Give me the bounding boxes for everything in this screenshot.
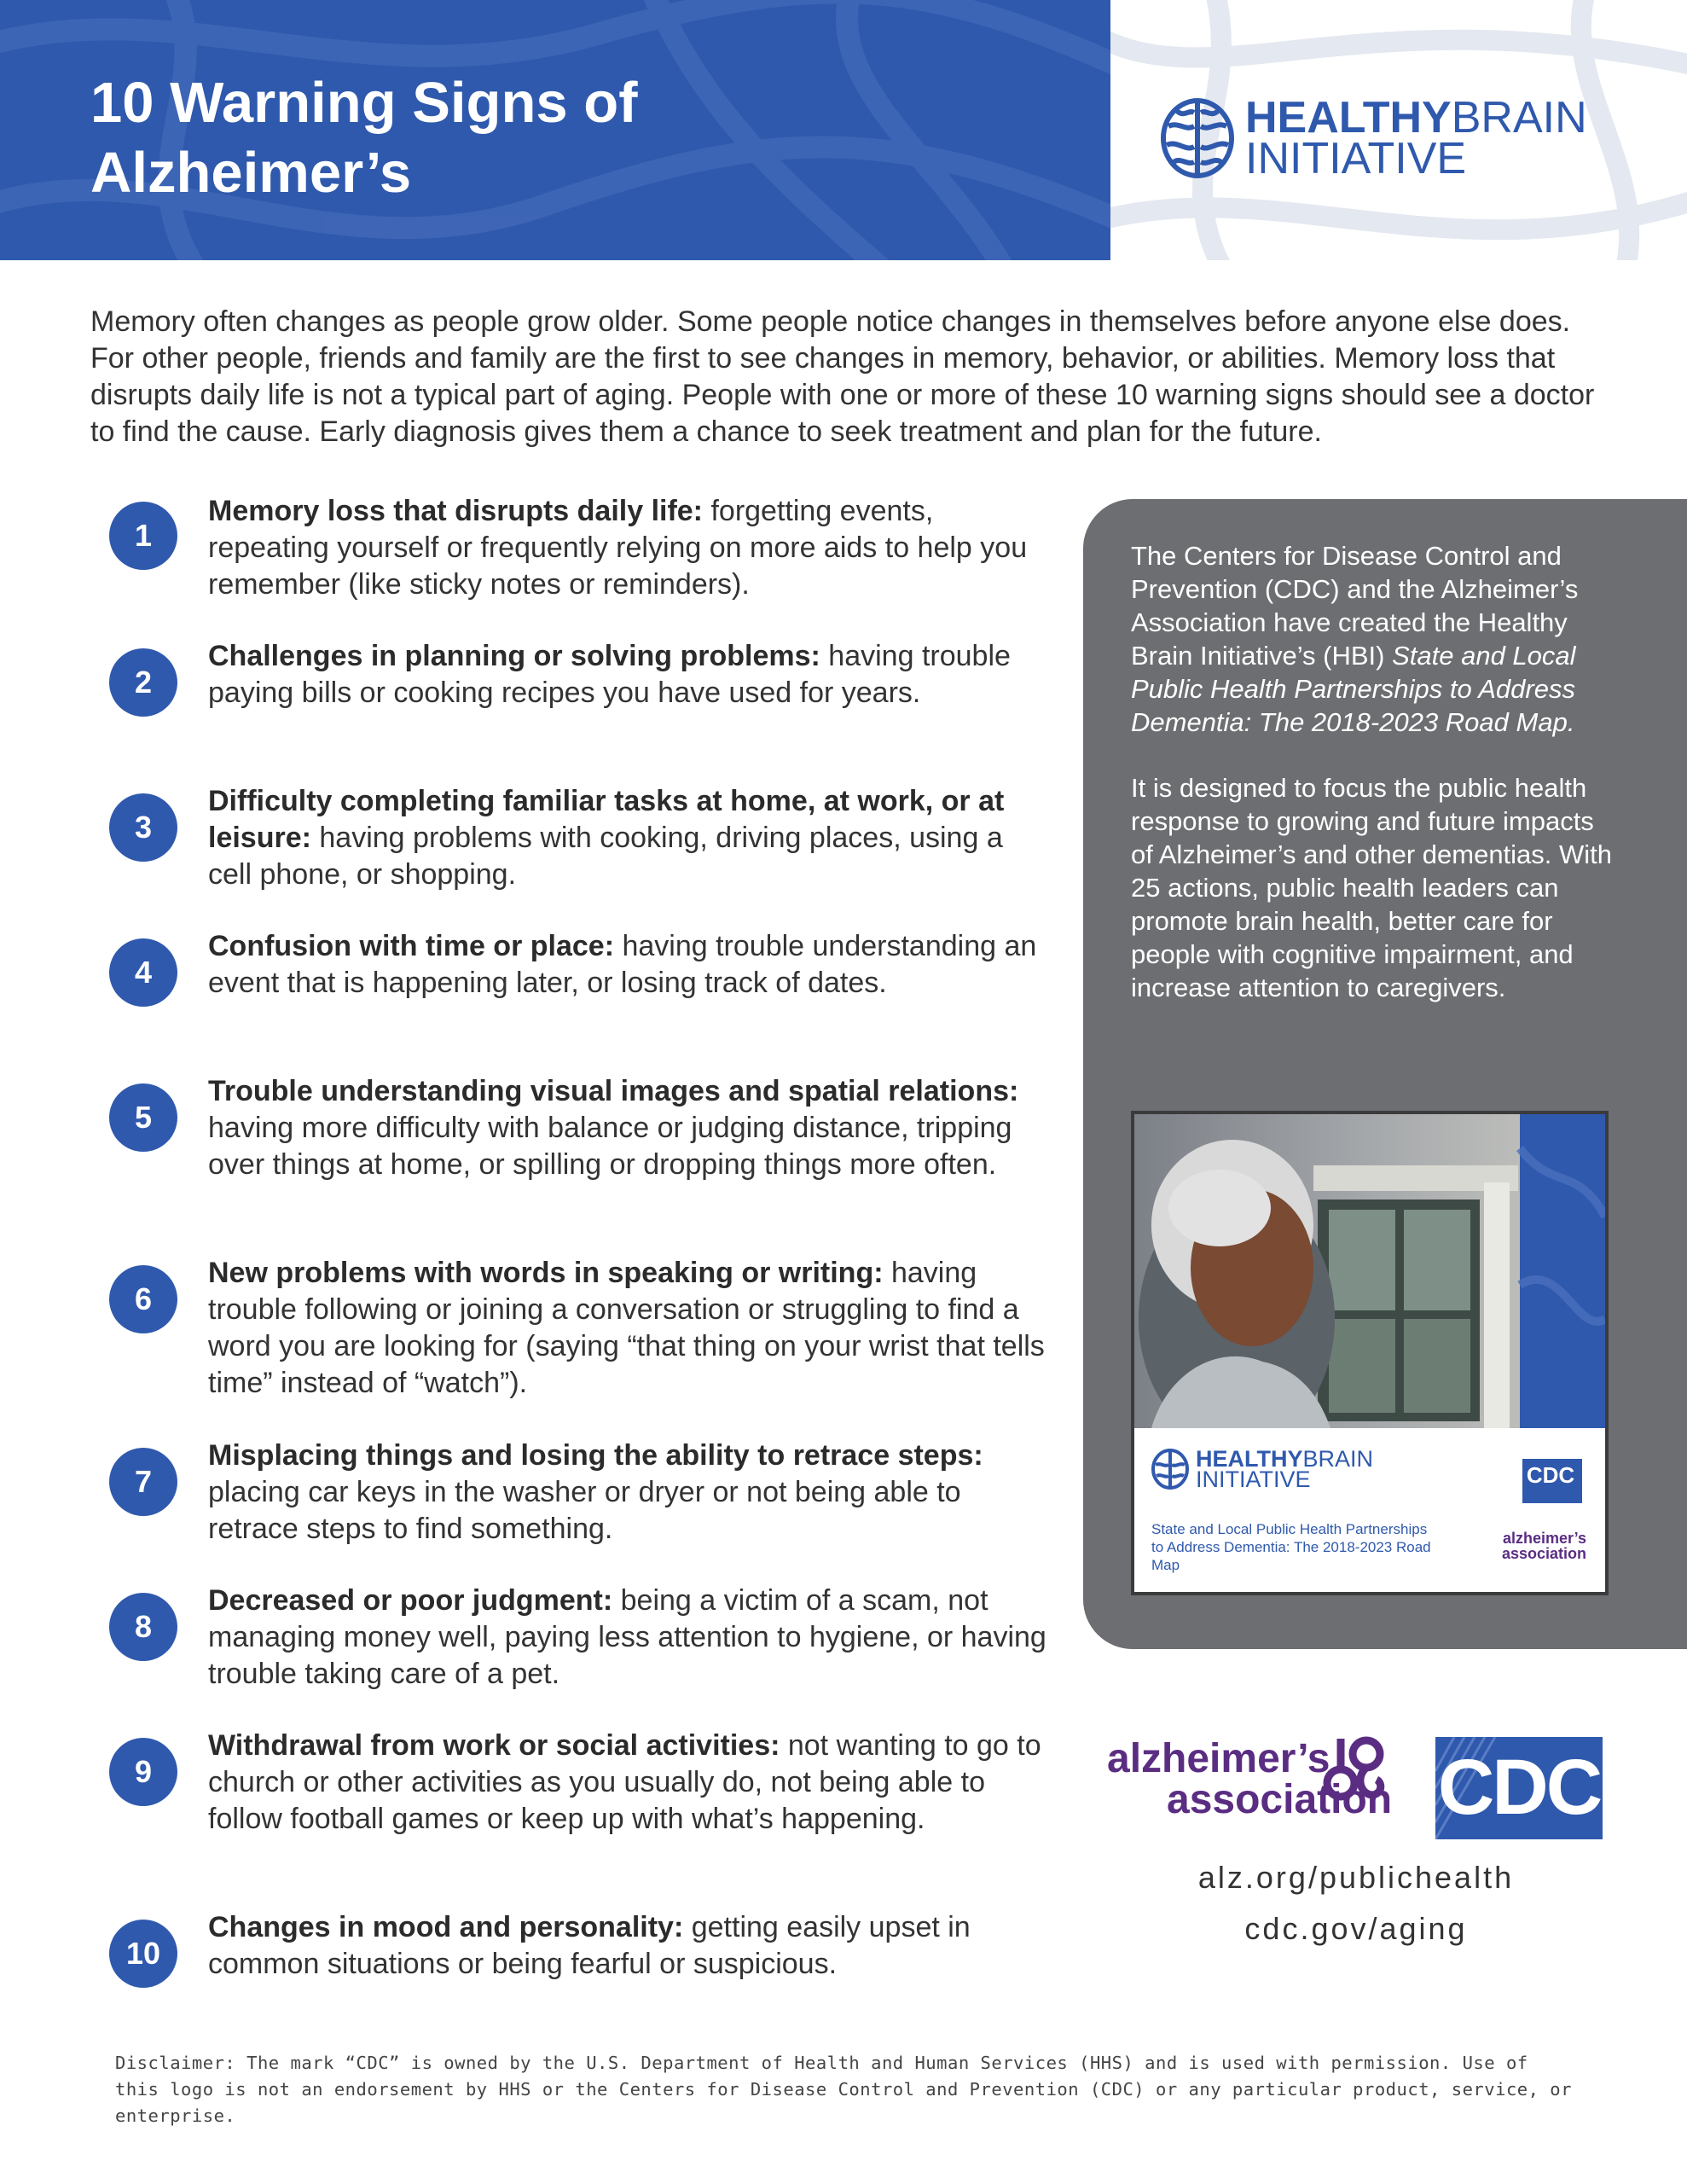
panel-paragraph-1: The Centers for Disease Control and Prevention (CDC) and the Alzheimer’s Association have created the Healthy Brain Initiative’s (HBI) State and Local Public Health Partnerships to Address Dementia: The 2018-2023 Road Map. xyxy=(1131,541,1579,737)
sign-number-badge: 3 xyxy=(109,793,177,862)
alz-symbol-icon xyxy=(1322,1734,1390,1810)
sign-text: Decreased or poor judgment: being a victim of a scam, not managing money well, paying less attention to hygiene, or having trouble taking care of a pet. xyxy=(208,1584,1046,1690)
sign-text: Misplacing things and losing the ability to retrace steps: placing car keys in the washer or dryer or not being able to retrace steps to find something. xyxy=(208,1439,983,1545)
sign-text: Withdrawal from work or social activities: not wanting to go to church or other activities as you usually do, not being able to follow football games or keep up with what’s happening. xyxy=(208,1729,1041,1835)
road-map-cover-image xyxy=(1131,1111,1609,1595)
cdc-logo-text: CDC xyxy=(1437,1744,1601,1831)
sign-text: Difficulty completing familiar tasks at home, at work, or at leisure: having problems with cooking, driving places, using a cell phone, or shopping. xyxy=(208,785,1005,891)
sign-number-badge: 10 xyxy=(109,1920,177,1988)
cover-bottom xyxy=(1134,1428,1605,1595)
sign-number-badge: 6 xyxy=(109,1265,177,1333)
sign-number-badge: 7 xyxy=(109,1448,177,1516)
alzheimers-association-logo xyxy=(1107,1734,1397,1836)
sign-text: Changes in mood and personality: getting easily upset in common situations or being fearful or suspicious. xyxy=(208,1911,971,1980)
cover-logo-line1: HEALTHYBRAIN xyxy=(1196,1446,1374,1472)
brain-icon xyxy=(1160,96,1235,181)
sign-text: Confusion with time or place: having trouble understanding an event that is happening later, or losing track of dates. xyxy=(208,930,1037,999)
cdc-logo xyxy=(1435,1737,1603,1839)
brain-icon xyxy=(1151,1447,1189,1491)
alz-logo-word1: alzheimer’s xyxy=(1107,1736,1330,1781)
sign-text: New problems with words in speaking or writing: having trouble following or joining a conversation or struggling to find a word you are looking for (saying “that thing on your wrist that tells time” instead of “watch”). xyxy=(208,1257,1045,1399)
intro-paragraph: Memory often changes as people grow older. Some people notice changes in themselves before anyone else does. For other people, friends and family are the first to see changes in memory, behavior, or abilities. Memory loss that disrupts daily life is not a typical part of aging. People with one or more of these 10 warning signs should see a doctor to find the cause. Early diagnosis gives them a chance to seek treatment and plan for the future. xyxy=(90,305,1595,448)
page-title: 10 Warning Signs of Alzheimer’s xyxy=(90,71,638,205)
cover-alz-logo: alzheimer’s association xyxy=(1501,1530,1586,1562)
sign-number-badge: 2 xyxy=(109,648,177,717)
sign-number-badge: 4 xyxy=(109,938,177,1007)
sign-text: Trouble understanding visual images and spatial relations: having more difficulty with balance or judging distance, tripping over things at home, or spilling or dropping things more often. xyxy=(208,1075,1019,1181)
header-banner xyxy=(0,0,1110,260)
cover-subtitle: State and Local Public Health Partnerships to Address Dementia: The 2018-2023 Road Map xyxy=(1151,1521,1431,1573)
panel-paragraph-2: It is designed to focus the public health response to growing and future impacts of Alzheimer’s and other dementias. With 25 actions, public health leaders can promote brain health, better care for people with cognitive impairment, and increase attention to caregivers. xyxy=(1131,773,1613,1002)
logo-line2: INITIATIVE xyxy=(1245,134,1467,183)
sign-number-badge: 9 xyxy=(109,1738,177,1806)
sign-text: Challenges in planning or solving problems: having trouble paying bills or cooking recipes you have used for years. xyxy=(208,640,1011,709)
sign-number-badge: 8 xyxy=(109,1593,177,1661)
cdc-url[interactable]: cdc.gov/aging xyxy=(1244,1911,1468,1946)
cover-logo-line2: INITIATIVE xyxy=(1196,1467,1311,1492)
alz-logo-word2: association xyxy=(1167,1777,1393,1822)
alz-url[interactable]: alz.org/publichealth xyxy=(1197,1860,1515,1895)
sign-number-badge: 1 xyxy=(109,502,177,570)
sign-number-badge: 5 xyxy=(109,1083,177,1152)
logo-line1: HEALTHYBRAIN xyxy=(1245,93,1587,142)
cover-cdc-text: CDC xyxy=(1526,1462,1575,1488)
healthy-brain-initiative-logo xyxy=(1160,92,1603,186)
disclaimer: Disclaimer: The mark “CDC” is owned by the U.S. Department of Health and Human Services (HHS) and is used with permission. Use of this logo is not an endorsement by HHS or the Centers for Disease Control and Prevention (CDC) or any particular product, service, or enterprise. xyxy=(115,2053,1572,2126)
sign-text: Memory loss that disrupts daily life: forgetting events, repeating yourself or frequently relying on more aids to help you remember (like sticky notes or reminders). xyxy=(208,495,1028,601)
portrait-photo xyxy=(1134,1114,1605,1428)
